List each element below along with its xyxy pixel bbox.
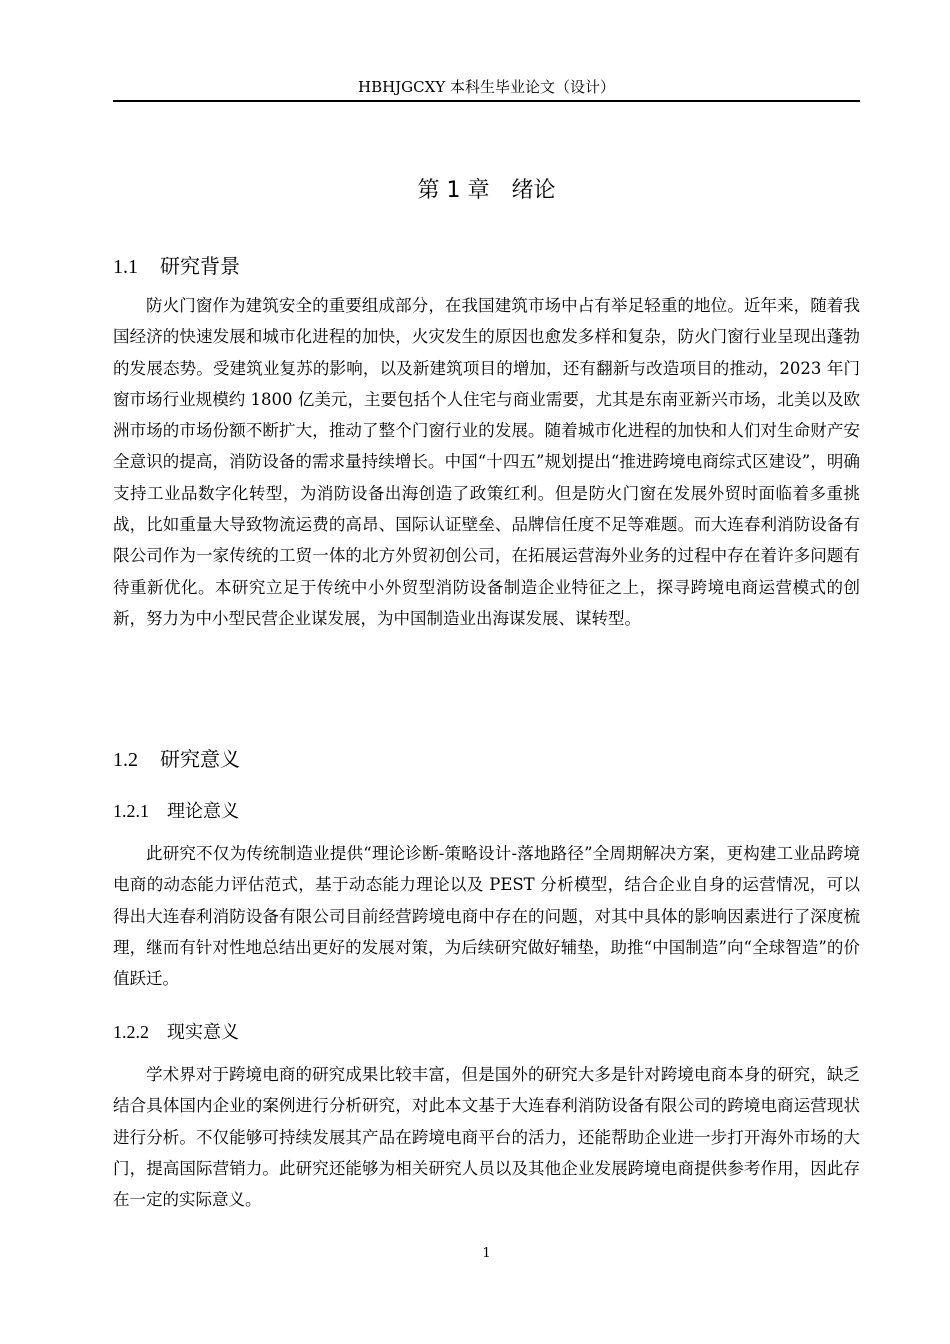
subsection-title: 现实意义 [167, 1022, 239, 1043]
chapter-number: 第 1 章 [417, 178, 490, 203]
running-header: HBHJGCXY 本科生毕业论文（设计） [357, 78, 615, 96]
section-number: 1.1 [113, 256, 138, 278]
subsection-number: 1.2.1 [113, 801, 149, 821]
subsection-heading-1-2-1 [113, 798, 860, 825]
paragraph-research-background: 防火门窗作为建筑安全的重要组成部分，在我国建筑市场中占有举足轻重的地位。近年来，随着我国经济的快速发展和城市化进程的加快，火灾发生的原因也愈发多样和复杂，防火门窗行业呈现出蓬勃的发展态势。受建筑业复苏的影响，以及新建筑项目的增加，还有翻新与改造项目的推动，2023 年门窗市场行业规模约 1800 亿美元，主要包括个人住宅与商业需要，尤其是东南亚新兴市场，北美以及欧洲市场的市场份额不断扩大，推动了整个门窗行业的发展。随着城市化进程的加快和人们对生命财产安全意识的提高，消防设备的需求量持续增长。中国“十四五”规划提出“推进跨境电商综式区建设”，明确支持工业品数字化转型，为消防设备出海创造了政策红利。但是防火门窗在发展外贸时面临着多重挑战，比如重量大导致物流运费的高昂、国际认证壁垒、品牌信任度不足等难题。而大连春利消防设备有限公司作为一家传统的工贸一体的北方外贸初创公司，在拓展运营海外业务的过程中存在着许多问题有待重新优化。本研究立足于传统中小外贸型消防设备制造企业特征之上，探寻跨境电商运营模式的创新，努力为中小型民营企业谋发展，为中国制造业出海谋发展、谋转型。 [113, 296, 860, 628]
section-heading-1-2 [113, 745, 860, 774]
section-number: 1.2 [113, 749, 138, 771]
section-title: 研究意义 [160, 747, 240, 771]
subsection-number: 1.2.2 [113, 1022, 149, 1042]
paragraph-theoretical-significance: 此研究不仅为传统制造业提供“理论诊断-策略设计-落地路径”全周期解决方案，更构建工业品跨境电商的动态能力评估范式，基于动态能力理论以及 PEST 分析模型，结合企业自身的运营情况，可以得出大连春利消防设备有限公司目前经营跨境电商中存在的问题，对其中具体的影响因素进行了深度梳理，继而有针对性地总结出更好的发展对策，为后续研究做好辅垫，助推“中国制造”向“全球智造”的价值跃迁。 [113, 844, 860, 989]
subsection-heading-1-2-2 [113, 1019, 860, 1046]
section-heading-1-1 [113, 252, 860, 281]
subsection-title: 理论意义 [167, 801, 239, 822]
paragraph-practical-significance: 学术界对于跨境电商的研究成果比较丰富，但是国外的研究大多是针对跨境电商本身的研究，缺乏结合具体国内企业的案例进行分析研究，对此本文基于大连春利消防设备有限公司的跨境电商运营现状进行分析。不仅能够可持续发展其产品在跨境电商平台的活力，还能帮助企业进一步打开海外市场的大门，提高国际营销力。此研究还能够为相关研究人员以及其他企业发展跨境电商提供参考作用，因此存在一定的实际意义。 [113, 1065, 860, 1210]
chapter-name: 绪论 [511, 178, 556, 203]
section-title: 研究背景 [160, 254, 240, 278]
header-rule [113, 100, 860, 102]
page-number: 1 [482, 1246, 491, 1261]
chapter-title [113, 176, 860, 206]
